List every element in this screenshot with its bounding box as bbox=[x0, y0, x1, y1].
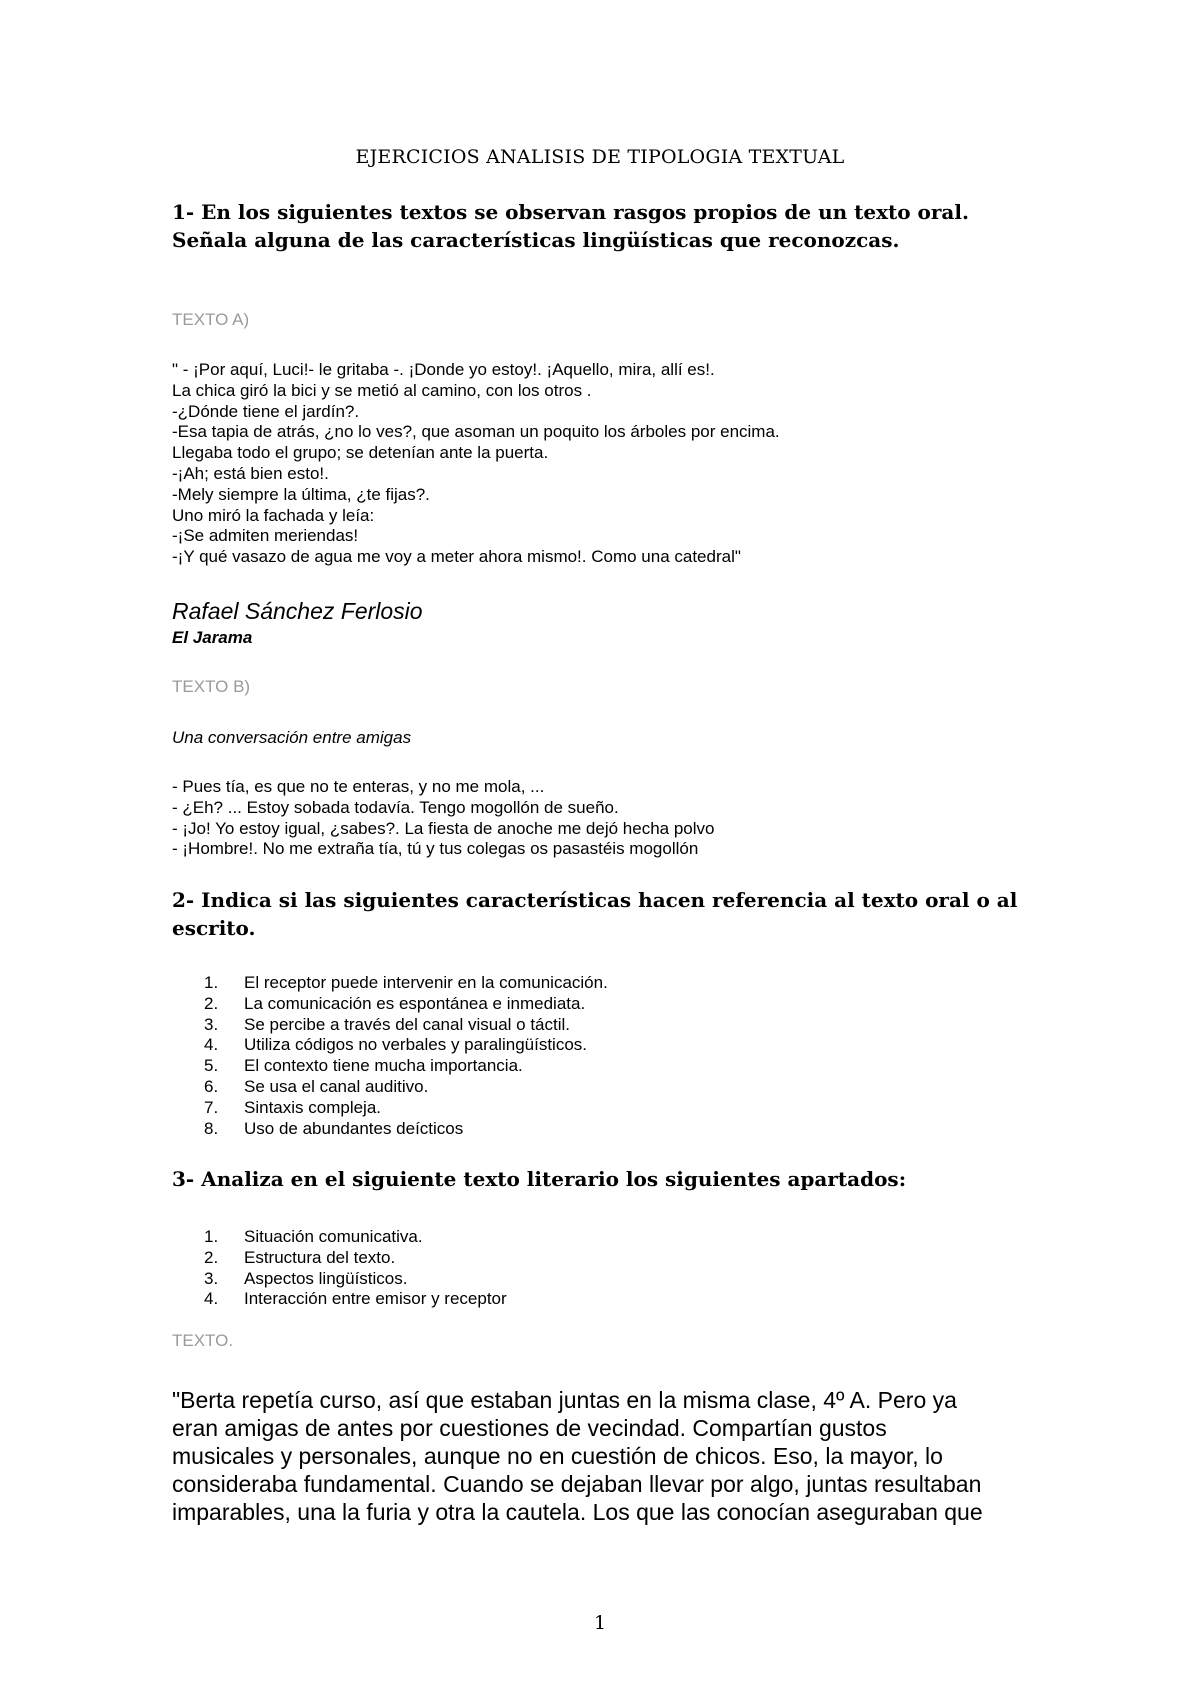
texto-b-subtitle: Una conversación entre amigas bbox=[172, 728, 412, 747]
list-item-text: Interacción entre emisor y receptor bbox=[244, 1289, 507, 1309]
texto-a-author: Rafael Sánchez Ferlosio bbox=[172, 598, 423, 624]
dialogue-line: -¡Se admiten meriendas! bbox=[172, 526, 359, 546]
texto-a-dialogue bbox=[172, 360, 780, 568]
list-item bbox=[204, 1269, 507, 1290]
question-1 bbox=[172, 198, 1072, 254]
list-item-text: Utiliza códigos no verbales y paralingüísticos. bbox=[244, 1035, 588, 1055]
dialogue-line: La chica giró la bici y se metió al camino, con los otros . bbox=[172, 380, 592, 400]
texto-b-dialogue bbox=[172, 777, 714, 860]
list-item-number: 2. bbox=[204, 993, 219, 1013]
list-item-text: Uso de abundantes deícticos bbox=[244, 1118, 464, 1138]
paragraph-line: consideraba fundamental. Cuando se dejaban llevar por algo, juntas resultaban bbox=[172, 1471, 982, 1497]
list-item-number: 1. bbox=[204, 1227, 219, 1246]
dialogue-line: Llegaba todo el grupo; se detenían ante la puerta. bbox=[172, 443, 549, 463]
texto-c-label: TEXTO. bbox=[172, 1331, 234, 1350]
list-item-text: Estructura del texto. bbox=[244, 1247, 396, 1267]
dialogue-line: -¡Y qué vasazo de agua me voy a meter ahora mismo!. Como una catedral" bbox=[172, 547, 741, 567]
texto-b-label: TEXTO B) bbox=[172, 677, 251, 696]
question-1-line-1: 1- En los siguientes textos se observan rasgos propios de un texto oral. bbox=[172, 200, 969, 224]
dialogue-line: - Pues tía, es que no te enteras, y no me mola, ... bbox=[172, 777, 545, 796]
list-item-number: 7. bbox=[204, 1097, 219, 1117]
list-item-number: 5. bbox=[204, 1056, 219, 1076]
list-item-number: 8. bbox=[204, 1118, 219, 1138]
list-item-text: Sintaxis compleja. bbox=[244, 1097, 382, 1117]
question-3-list bbox=[204, 1227, 507, 1310]
list-item-number: 3. bbox=[204, 1268, 219, 1288]
list-item-number: 1. bbox=[204, 973, 219, 992]
dialogue-line: -Esa tapia de atrás, ¿no lo ves?, que asoman un poquito los árboles por encima. bbox=[172, 422, 780, 442]
list-item-text: El contexto tiene mucha importancia. bbox=[244, 1056, 523, 1076]
list-item-number: 4. bbox=[204, 1035, 219, 1055]
page-number: 1 bbox=[593, 1612, 607, 1634]
texto-a-work: El Jarama bbox=[172, 628, 253, 647]
list-item bbox=[204, 1098, 608, 1119]
list-item-number: 4. bbox=[204, 1289, 219, 1309]
dialogue-line: -¡Ah; está bien esto!. bbox=[172, 463, 329, 483]
dialogue-line: Uno miró la fachada y leía: bbox=[172, 505, 375, 525]
dialogue-line: - ¿Eh? ... Estoy sobada todavía. Tengo mogollón de sueño. bbox=[172, 797, 619, 817]
list-item bbox=[204, 1056, 608, 1077]
list-item-text: Se usa el canal auditivo. bbox=[244, 1076, 429, 1096]
list-item-number: 3. bbox=[204, 1014, 219, 1034]
question-2: 2- Indica si las siguientes características hacen referencia al texto oral o al escrito. bbox=[172, 888, 1018, 940]
paragraph-line: "Berta repetía curso, así que estaban juntas en la misma clase, 4º A. Pero ya bbox=[172, 1387, 957, 1413]
paragraph-line: eran amigas de antes por cuestiones de vecindad. Compartían gustos bbox=[172, 1415, 887, 1441]
list-item-text: Se percibe a través del canal visual o táctil. bbox=[244, 1014, 571, 1034]
dialogue-line: - ¡Hombre!. No me extraña tía, tú y tus colegas os pasastéis mogollón bbox=[172, 839, 699, 859]
list-item bbox=[204, 1119, 608, 1140]
list-item-number: 6. bbox=[204, 1076, 219, 1096]
list-item-number: 2. bbox=[204, 1247, 219, 1267]
list-item bbox=[204, 1227, 507, 1248]
list-item-text: Aspectos lingüísticos. bbox=[244, 1268, 408, 1288]
list-item bbox=[204, 1248, 507, 1269]
list-item-text: El receptor puede intervenir en la comunicación. bbox=[244, 973, 608, 992]
list-item bbox=[204, 1077, 608, 1098]
question-3: 3- Analiza en el siguiente texto literario los siguientes apartados: bbox=[172, 1167, 907, 1191]
list-item bbox=[204, 994, 608, 1015]
dialogue-line: -Mely siempre la última, ¿te fijas?. bbox=[172, 484, 430, 504]
list-item bbox=[204, 973, 608, 994]
texto-a-label: TEXTO A) bbox=[172, 310, 250, 329]
question-2-list bbox=[204, 973, 608, 1139]
document-title: EJERCICIOS ANALISIS DE TIPOLOGIA TEXTUAL bbox=[355, 146, 845, 168]
dialogue-line: - ¡Jo! Yo estoy igual, ¿sabes?. La fiesta de anoche me dejó hecha polvo bbox=[172, 818, 715, 838]
list-item bbox=[204, 1035, 608, 1056]
list-item bbox=[204, 1015, 608, 1036]
dialogue-line: " - ¡Por aquí, Luci!- le gritaba -. ¡Donde yo estoy!. ¡Aquello, mira, allí es!. bbox=[172, 360, 715, 379]
list-item-text: La comunicación es espontánea e inmediata. bbox=[244, 993, 586, 1013]
dialogue-line: -¿Dónde tiene el jardín?. bbox=[172, 401, 360, 421]
list-item bbox=[204, 1289, 507, 1310]
list-item-text: Situación comunicativa. bbox=[244, 1227, 423, 1246]
texto-c-paragraph bbox=[172, 1386, 1052, 1526]
question-1-line-2: Señala alguna de las características lingüísticas que reconozcas. bbox=[172, 228, 900, 252]
paragraph-line: musicales y personales, aunque no en cuestión de chicos. Eso, la mayor, lo bbox=[172, 1443, 943, 1469]
paragraph-line: imparables, una la furia y otra la cautela. Los que las conocían aseguraban que bbox=[172, 1499, 983, 1525]
